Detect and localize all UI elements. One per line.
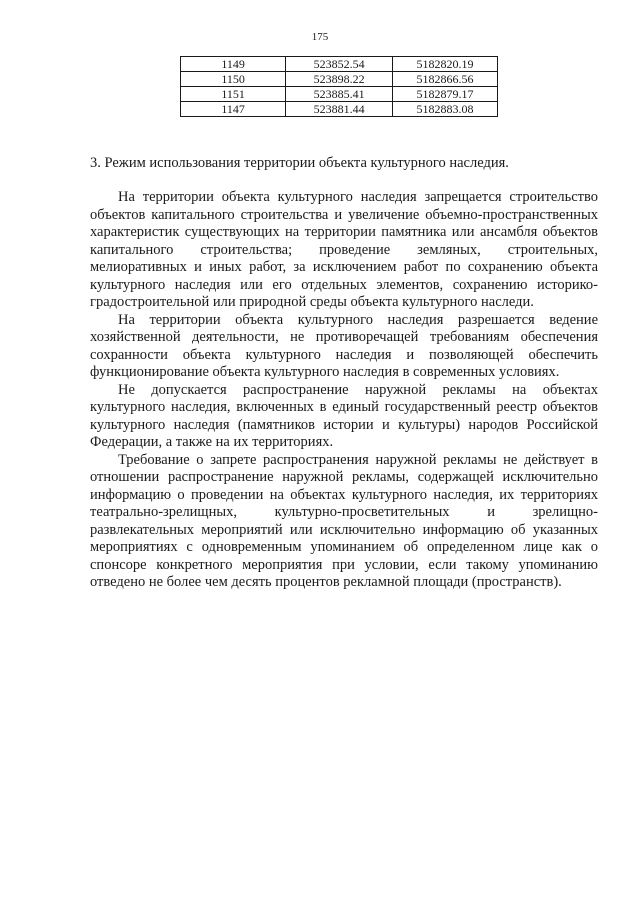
y-coordinate-cell: 5182883.08 xyxy=(393,102,498,117)
point-number-cell: 1150 xyxy=(181,72,286,87)
y-coordinate-cell: 5182820.19 xyxy=(393,57,498,72)
table-row xyxy=(181,87,498,102)
paragraph-permitted-activity: На территории объекта культурного наследия разрешается ведение хозяйственной деятельности, не противоречащей требованиям обеспечения сохранности объекта культурного наследия и позволяющей обеспечить функционирование объекта культурного наследия в современных условиях. xyxy=(90,311,598,380)
point-number-cell: 1147 xyxy=(181,102,286,117)
paragraph-advertising-ban: Не допускается распространение наружной рекламы на объектах культурного наследия, включенных в единый государственный реестр объектов культурного наследия (памятников истории и культуры) народов Российской Федерации, а также на их территориях. xyxy=(90,381,598,450)
coordinates-table xyxy=(180,56,498,117)
table-row xyxy=(181,102,498,117)
paragraph-advertising-exception: Требование о запрете распространения наружной рекламы не действует в отношении распространение наружной рекламы, содержащей исключительно информацию о проведении на объектах культурного наследия, их территориях театрально-зрелищных, культурно-просветительных и зрелищно-развлекательных мероприятий или исключительно информацию об указанных мероприятиях с одновременным упоминанием об определенном лице как о спонсоре конкретного мероприятия при условии, если такому упоминанию отведено не более чем десять процентов рекламной площади (пространств). xyxy=(90,451,598,590)
point-number-cell: 1149 xyxy=(181,57,286,72)
x-coordinate-cell: 523881.44 xyxy=(286,102,393,117)
x-coordinate-cell: 523852.54 xyxy=(286,57,393,72)
table-row xyxy=(181,57,498,72)
point-number-cell: 1151 xyxy=(181,87,286,102)
body-text xyxy=(90,189,598,592)
page-number: 175 xyxy=(311,31,329,43)
x-coordinate-cell: 523885.41 xyxy=(286,87,393,102)
y-coordinate-cell: 5182866.56 xyxy=(393,72,498,87)
y-coordinate-cell: 5182879.17 xyxy=(393,87,498,102)
table-row xyxy=(181,72,498,87)
section-heading: 3. Режим использования территории объекта культурного наследия. xyxy=(90,155,509,171)
paragraph-prohibitions: На территории объекта культурного наследия запрещается строительство объектов капитального строительства и увеличение объемно-пространственных характеристик существующих на территории памятника или ансамбля объектов капитального строительства; проведение земляных, строительных, мелиоративных и иных работ, за исключением работ по сохранению объекта культурного наследия или его отдельных элементов, сохранению историко-градостроительной или природной среды объекта культурного наследи. xyxy=(90,189,598,310)
x-coordinate-cell: 523898.22 xyxy=(286,72,393,87)
